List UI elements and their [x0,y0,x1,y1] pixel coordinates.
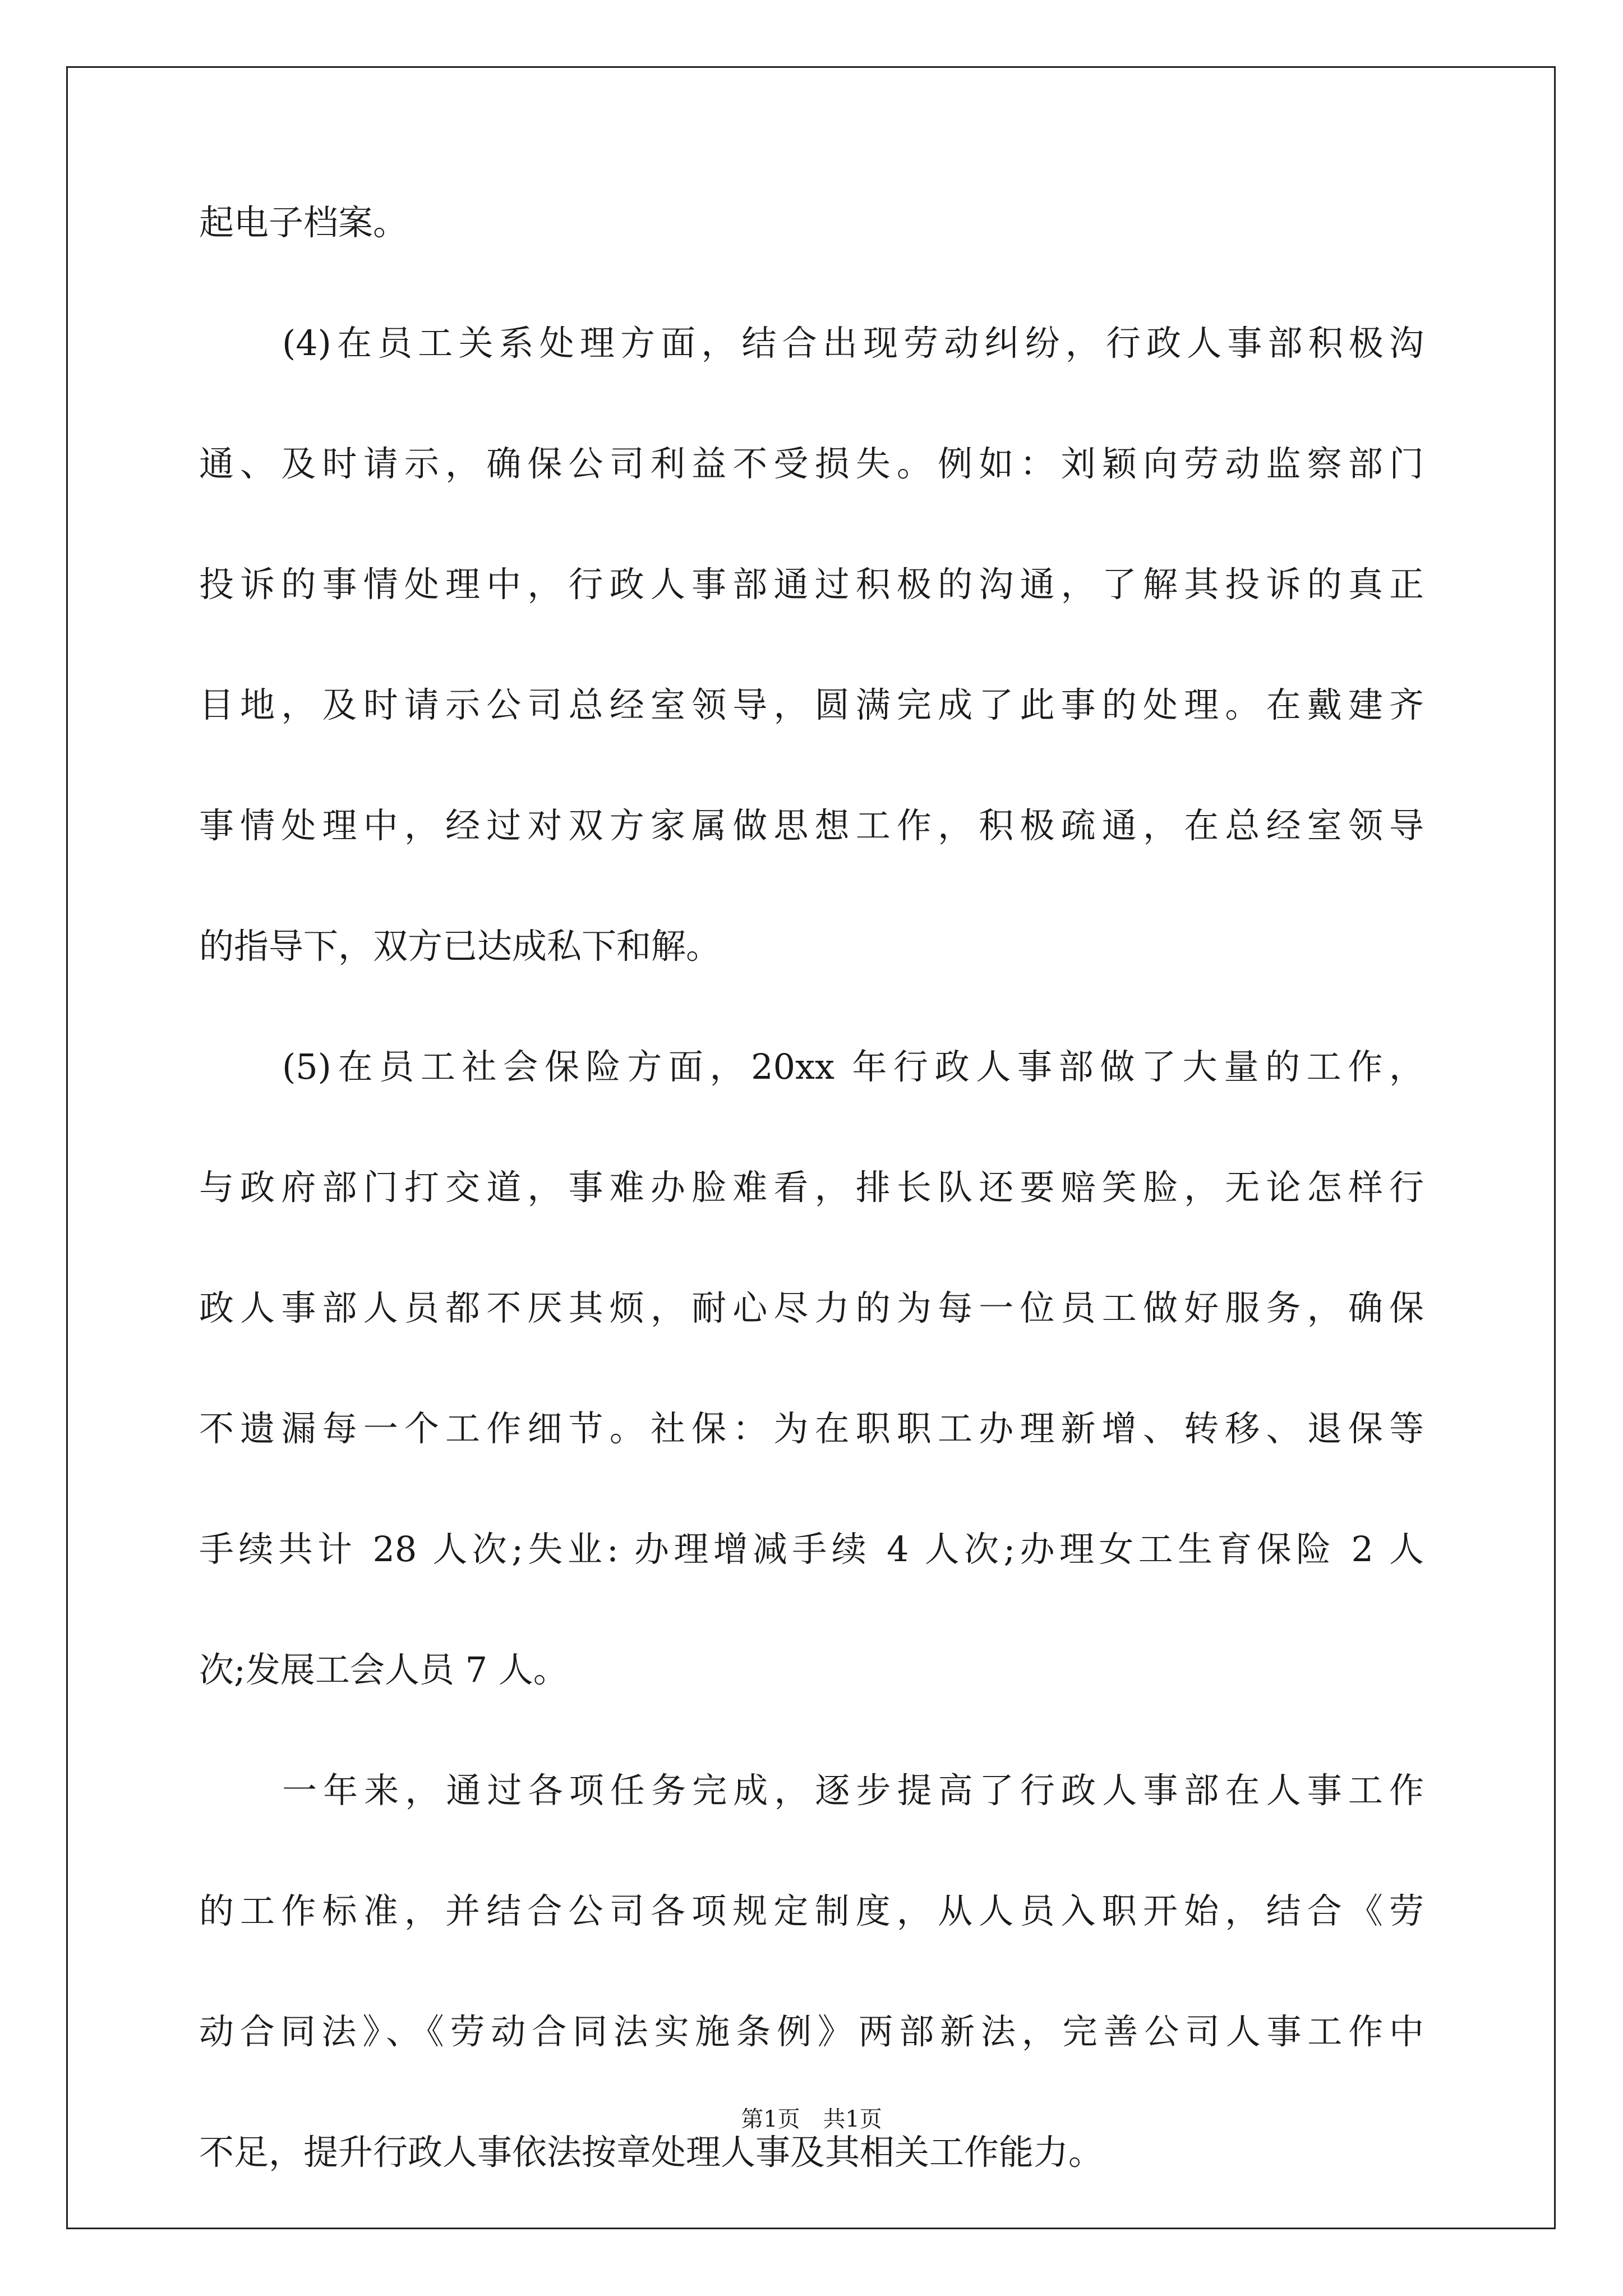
text-line: 投诉的事情处理中，行政人事部通过积极的沟通，了解其投诉的真正 [199,564,1424,605]
text-line: 次;发展工会人员 7 人。 [199,1649,568,1690]
page-number: 第1页 [741,2106,800,2132]
text-line: 手续共计 28 人次;失业: 办理增减手续 4 人次;办理女工生育保险 2 人 [199,1529,1424,1570]
text-line: 政人事部人员都不厌其烦，耐心尽力的为每一位员工做好服务，确保 [199,1287,1424,1328]
text-line: 目地，及时请示公司总经室领导，圆满完成了此事的处理。在戴建齐 [199,684,1424,725]
text-line: 通、及时请示，确保公司利益不受损失。例如：刘颖向劳动监察部门 [199,443,1424,484]
page-footer [0,2102,1623,2136]
text-line: 动合同法》、《劳动合同法实施条例》两部新法，完善公司人事工作中 [199,2011,1424,2052]
text-line: 事情处理中，经过对双方家属做思想工作，积极疏通，在总经室领导 [199,805,1424,846]
text-line: 不遗漏每一个工作细节。社保：为在职职工办理新增、转移、退保等 [199,1408,1424,1449]
text-line: 不足，提升行政人事依法按章处理人事及其相关工作能力。 [199,2132,1104,2173]
text-line: 一年来，通过各项任务完成，逐步提高了行政人事部在人事工作 [282,1770,1424,1811]
text-line: (4)在员工关系处理方面，结合出现劳动纠纷，行政人事部积极沟 [282,323,1424,364]
text-line: 起电子档案。 [199,202,408,243]
text-line: (5)在员工社会保险方面，20xx 年行政人事部做了大量的工作， [282,1046,1424,1087]
text-line: 的指导下，双方已达成私下和解。 [199,926,721,967]
page-count: 共1页 [823,2106,882,2132]
text-line: 的工作标准，并结合公司各项规定制度，从人员入职开始，结合《劳 [199,1890,1424,1931]
text-line: 与政府部门打交道，事难办脸难看，排长队还要赔笑脸，无论怎样行 [199,1167,1424,1208]
